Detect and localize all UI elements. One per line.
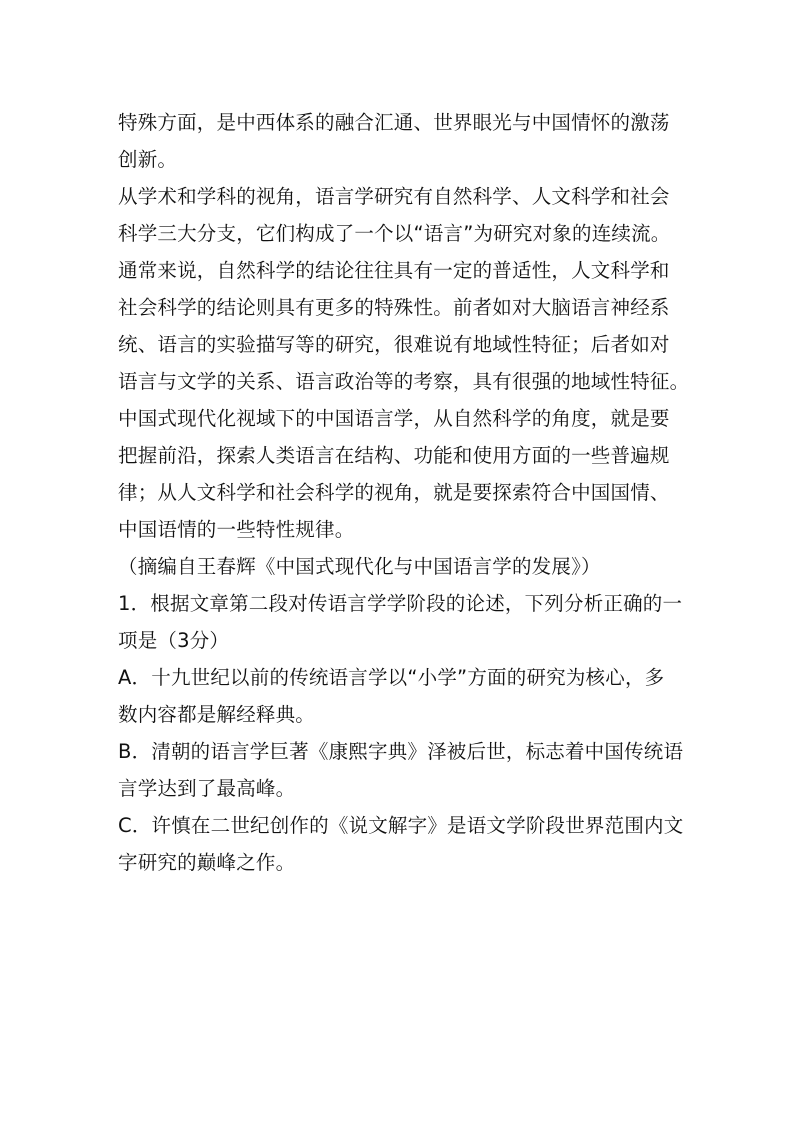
option-line: B．清朝的语言学巨著《康熙字典》泽被后世，标志着中国传统语 [118, 740, 684, 763]
option-line: C．许慎在二世纪创作的《说文解字》是语文学阶段世界范围内文 [118, 814, 684, 837]
source-citation: （摘编自王春辉《中国式现代化与中国语言学的发展》） [118, 555, 601, 578]
text-line: 中国语情的一些特性规律。 [118, 518, 355, 541]
text-line: 特殊方面，是中西体系的融合汇通、世界眼光与中国情怀的激荡 [118, 111, 670, 134]
option-c [118, 807, 684, 881]
option-line: 数内容都是解经释典。 [118, 703, 316, 726]
option-b [118, 733, 684, 807]
question-stem-line: 1．根据文章第二段对传语言学学阶段的论述，下列分析正确的一 [118, 592, 683, 615]
text-line: 科学三大分支，它们构成了一个以“语言”为研究对象的连续流。 [118, 222, 671, 245]
text-line: 统、语言的实验描写等的研究，很难说有地域性特征；后者如对 [118, 333, 670, 356]
option-line: A．十九世纪以前的传统语言学以“小学”方面的研究为核心，多 [118, 666, 665, 689]
text-line: 从学术和学科的视角，语言学研究有自然科学、人文科学和社会 [118, 185, 670, 208]
paragraph-disciplines [118, 178, 680, 252]
question-stem-line: 项是（3分） [118, 629, 230, 652]
paragraph-modernization [118, 400, 680, 548]
option-line: 字研究的巅峰之作。 [118, 851, 296, 874]
text-line: 社会科学的结论则具有更多的特殊性。前者如对大脑语言神经系 [118, 296, 670, 319]
text-line: 通常来说，自然科学的结论往往具有一定的普适性，人文科学和 [118, 259, 670, 282]
option-line: 言学达到了最高峰。 [118, 777, 296, 800]
document-page [118, 104, 690, 881]
question-1 [118, 585, 683, 659]
paragraph-universality [118, 252, 690, 400]
text-line: 律；从人文科学和社会科学的视角，就是要探索符合中国国情、 [118, 481, 670, 504]
text-line: 创新。 [118, 148, 178, 171]
text-line: 把握前沿，探索人类语言在结构、功能和使用方面的一些普遍规 [118, 444, 670, 467]
text-line: 语言与文学的关系、语言政治等的考察，具有很强的地域性特征。 [118, 370, 690, 393]
continued-paragraph [118, 104, 680, 178]
option-a [118, 659, 680, 733]
text-line: 中国式现代化视域下的中国语言学，从自然科学的角度，就是要 [118, 407, 670, 430]
